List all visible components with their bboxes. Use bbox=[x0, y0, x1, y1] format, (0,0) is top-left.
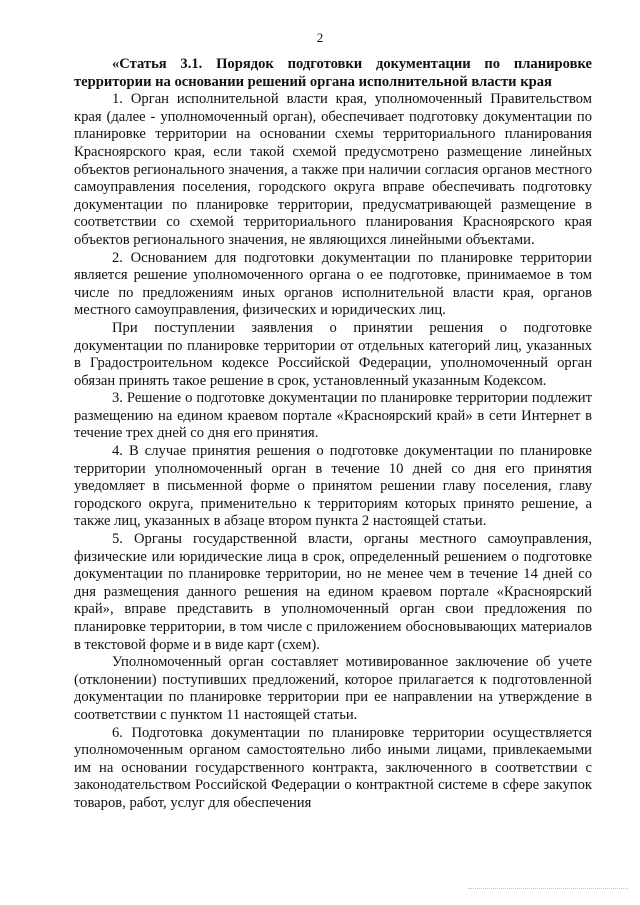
page-number: 2 bbox=[316, 30, 324, 45]
paragraph: При поступлении заявления о принятии решения о подготовке документации по планировке территории от отдельных категорий лиц, указанных в Градостроительном кодексе Российской Федерации, уполномоченный орган обязан принять такое решение в срок, установленный указанным Кодексом. bbox=[74, 319, 592, 389]
paragraph: 6. Подготовка документации по планировке территории осуществляется уполномоченным органом самостоятельно либо иными лицами, привлекаемыми им на основании государственного контракта, заключенного в соответствии с законодательством Российской Федерации о контрактной системе в сфере закупок товаров, работ, услуг для обеспечения bbox=[74, 724, 592, 811]
paragraph: 4. В случае принятия решения о подготовке документации по планировке территории уполномоченный орган в течение 10 дней со дня его принятия уведомляет в письменной форме о принятом решении главу поселения, главу городского округа, применительно к территориям которых принято решение, а также лиц, указанных в абзаце втором пункта 2 настоящей статьи. bbox=[74, 443, 592, 530]
article-heading: «Статья 3.1. Порядок подготовки документации по планировке территории на основании решений органа исполнительной власти края bbox=[74, 56, 592, 90]
paragraph: Уполномоченный орган составляет мотивированное заключение об учете (отклонении) поступивших предложений, которое прилагается к подготовленной документации по планировке территории при ее направлении на утверждение в соответствии с пунктом 11 настоящей статьи. bbox=[74, 654, 592, 723]
paragraph: 3. Решение о подготовке документации по планировке территории подлежит размещению на едином краевом портале «Красноярский край» в сети Интернет в течение трех дней со дня его принятия. bbox=[74, 390, 592, 442]
scan-artifact bbox=[468, 888, 628, 895]
paragraph: 1. Орган исполнительной власти края, уполномоченный Правительством края (далее - уполномоченный орган), обеспечивает подготовку документации по планировке территории на основании схемы территориального планирования Красноярского края, если такой схемой предусмотрено размещение линейных объектов регионального значения, а также при наличии согласия органов местного самоуправления поселения, городского округа вправе обеспечивать подготовку документации по планировке территории, предусматривающей размещение в соответствии со схемой территориального планирования Красноярского края объектов регионального значения, не являющихся линейными объектами. bbox=[74, 91, 592, 248]
paragraph: 5. Органы государственной власти, органы местного самоуправления, физические или юридические лица в срок, определенный решением о подготовке документации по планировке территории, но не менее чем в течение 14 дней со дня размещения данного решения на едином краевом портале «Красноярский край», вправе представить в уполномоченный орган свои предложения по планировке территории, в том числе с приложением обосновывающих материалов в текстовой форме и в виде карт (схем). bbox=[74, 531, 592, 653]
paragraph: 2. Основанием для подготовки документации по планировке территории является решение уполномоченного органа о ее подготовке, принимаемое в том числе по предложениям иных органов исполнительной власти края, органов местного самоуправления, физических и юридических лиц. bbox=[74, 249, 592, 319]
article-body bbox=[74, 56, 592, 813]
